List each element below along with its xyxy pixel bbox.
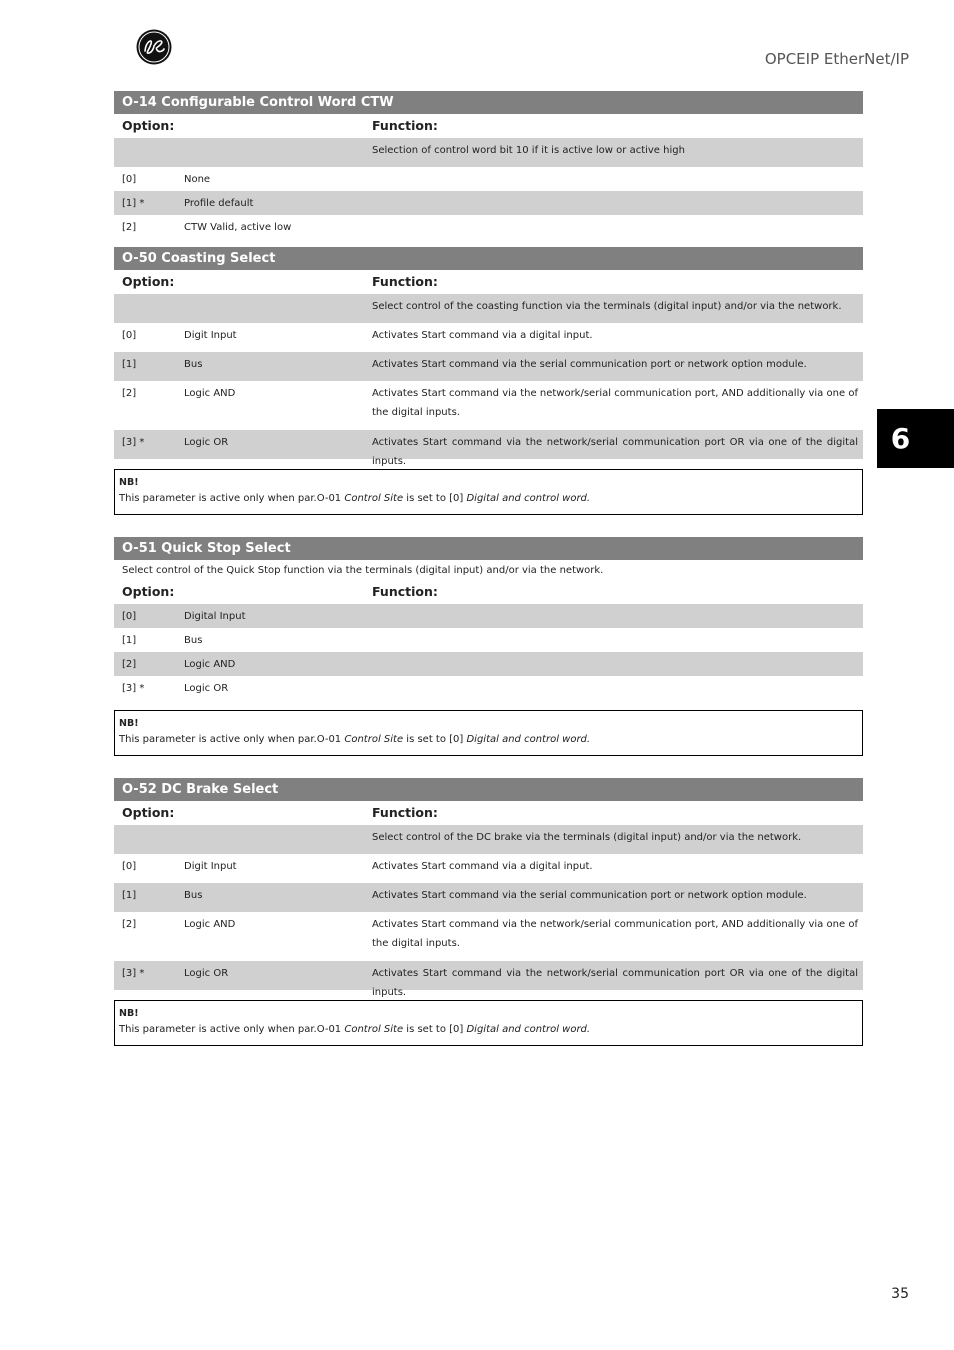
option-name: Logic AND <box>184 388 236 399</box>
option-column-label: Option: <box>122 118 175 133</box>
option-code: [2] <box>122 222 137 233</box>
function-column-label: Function: <box>372 274 438 289</box>
option-code: [2] <box>122 659 137 670</box>
option-name: Digit Input <box>184 861 237 872</box>
option-function: Activates Start command via a digital input. <box>372 330 593 341</box>
option-column-label: Option: <box>122 274 175 289</box>
param-o51-desc: Select control of the Quick Stop function via the terminals (digital input) and/or via the network. <box>122 565 604 576</box>
options-header <box>114 580 863 604</box>
option-name: Logic AND <box>184 659 236 670</box>
options-header <box>114 270 863 294</box>
table-row <box>114 854 863 883</box>
note-label: NB! <box>119 1008 139 1019</box>
note-label: NB! <box>119 477 139 488</box>
param-o52-header: O-52 DC Brake Select <box>114 778 863 801</box>
page-content <box>114 91 863 1046</box>
table-row <box>114 323 863 352</box>
param-o50-desc-row <box>114 294 863 323</box>
table-row <box>114 912 863 961</box>
ge-logo-icon <box>136 29 172 65</box>
option-name: Profile default <box>184 198 254 209</box>
param-o51-header: O-51 Quick Stop Select <box>114 537 863 560</box>
note-text: This parameter is active only when par.O-01 Control Site is set to [0] Digital and control word. <box>119 1024 591 1035</box>
table-row <box>114 430 863 467</box>
note-text: This parameter is active only when par.O-01 Control Site is set to [0] Digital and control word. <box>119 734 591 745</box>
note-label: NB! <box>119 718 139 729</box>
option-code: [1] <box>122 890 137 901</box>
table-row <box>114 652 863 676</box>
param-o14-header: O-14 Configurable Control Word CTW <box>114 91 863 114</box>
option-name: Logic OR <box>184 968 229 979</box>
table-row <box>114 352 863 381</box>
option-code: [2] <box>122 919 137 930</box>
table-row <box>114 604 863 628</box>
option-code: [0] <box>122 174 137 185</box>
option-code: [2] <box>122 388 137 399</box>
option-name: CTW Valid, active low <box>184 222 292 233</box>
option-code: [3] * <box>122 683 145 694</box>
option-function: Activates Start command via the network/serial communication port, AND additionally via one of the digital inputs. <box>372 919 858 949</box>
table-row <box>114 381 863 430</box>
option-function: Activates Start command via the serial communication port or network option module. <box>372 359 807 370</box>
option-code: [3] * <box>122 437 145 448</box>
option-function: Activates Start command via a digital input. <box>372 861 593 872</box>
option-code: [1] <box>122 635 137 646</box>
table-row <box>114 676 863 700</box>
option-function: Activates Start command via the serial communication port or network option module. <box>372 890 807 901</box>
option-name: Digit Input <box>184 330 237 341</box>
option-function: Activates Start command via the network/serial communication port, AND additionally via one of the digital inputs. <box>372 388 858 418</box>
page-number: 35 <box>891 1286 909 1302</box>
note-box <box>114 710 863 756</box>
option-column-label: Option: <box>122 805 175 820</box>
option-code: [1] * <box>122 198 145 209</box>
table-row <box>114 883 863 912</box>
option-name: Logic OR <box>184 683 229 694</box>
option-code: [1] <box>122 359 137 370</box>
function-column-label: Function: <box>372 584 438 599</box>
options-header <box>114 801 863 825</box>
document-title: OPCEIP EtherNet/IP <box>764 50 909 68</box>
table-row <box>114 167 863 191</box>
param-o14-desc: Selection of control word bit 10 if it is active low or active high <box>372 145 685 156</box>
table-row <box>114 215 863 239</box>
note-text: This parameter is active only when par.O-01 Control Site is set to [0] Digital and control word. <box>119 493 591 504</box>
note-box <box>114 469 863 515</box>
option-name: Bus <box>184 635 203 646</box>
param-o50-header: O-50 Coasting Select <box>114 247 863 270</box>
table-row <box>114 628 863 652</box>
option-name: Logic AND <box>184 919 236 930</box>
function-column-label: Function: <box>372 118 438 133</box>
param-o50-desc: Select control of the coasting function via the terminals (digital input) and/or via the network. <box>372 301 842 312</box>
option-name: Bus <box>184 359 203 370</box>
chapter-tab: 6 <box>877 409 954 468</box>
option-name: None <box>184 174 211 185</box>
param-o52-desc-row <box>114 825 863 854</box>
param-o52-desc: Select control of the DC brake via the terminals (digital input) and/or via the network. <box>372 832 802 843</box>
option-name: Bus <box>184 890 203 901</box>
option-code: [0] <box>122 330 137 341</box>
option-code: [3] * <box>122 968 145 979</box>
option-code: [0] <box>122 611 137 622</box>
option-function: Activates Start command via the network/serial communication port OR via one of the digital inputs. <box>372 437 858 467</box>
option-name: Digital Input <box>184 611 246 622</box>
function-column-label: Function: <box>372 805 438 820</box>
param-o14-desc-row <box>114 138 863 167</box>
options-header <box>114 114 863 138</box>
table-row <box>114 191 863 215</box>
option-name: Logic OR <box>184 437 229 448</box>
note-box <box>114 1000 863 1046</box>
option-function: Activates Start command via the network/serial communication port OR via one of the digital inputs. <box>372 968 858 998</box>
option-code: [0] <box>122 861 137 872</box>
option-column-label: Option: <box>122 584 175 599</box>
table-row <box>114 961 863 998</box>
